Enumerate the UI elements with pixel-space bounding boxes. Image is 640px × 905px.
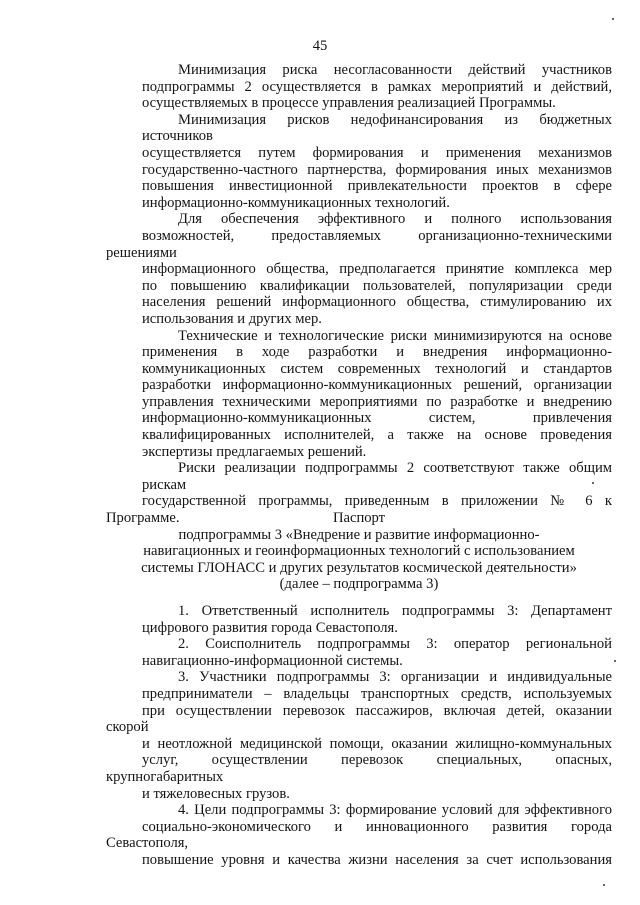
list-item (106, 636, 612, 669)
text-line: и неотложной медицинской помощи, оказании жилищно-коммунальных (142, 735, 612, 752)
text-line: разработки информационно-коммуникационных решений, организации (142, 377, 612, 394)
text-line: 4. Цели подпрограммы 3: формирование условий для эффективного (178, 802, 612, 819)
text-line: государственной программы, приведенным в приложении № 6 к Программе. (106, 493, 612, 527)
text-line: и тяжеловесных грузов. (142, 785, 290, 802)
text-line: Технические и технологические риски минимизируются на основе (178, 327, 612, 344)
text-line: экспертизы предлагаемых решений. (142, 443, 367, 460)
text-line: 1. Ответственный исполнитель подпрограммы 3: Департамент (178, 602, 612, 619)
text-line: услуг, осуществлении перевозок специальных, опасных, крупногабаритных (106, 752, 612, 785)
scan-speck (603, 884, 605, 886)
heading-line: подпрограммы 3 «Внедрение и развитие информационно- (178, 526, 540, 543)
text-line: населения решений информационного общества, стимулированию их (142, 294, 612, 311)
body-text (106, 62, 612, 527)
text-line: осуществляется путем формирования и применения механизмов (142, 144, 612, 161)
list-item (106, 802, 612, 868)
scan-speck (614, 660, 616, 662)
scan-speck (592, 482, 594, 484)
passport-subtitle (106, 527, 612, 593)
paragraph (106, 62, 612, 112)
scan-speck (612, 18, 614, 20)
text-line: государственно-частного партнерства, формирования иных механизмов (142, 161, 612, 178)
heading-line: (далее – подпрограмма 3) (279, 576, 439, 593)
text-line: применения в ходе разработки и внедрения информационно- (142, 344, 612, 361)
page-number: 45 (312, 38, 328, 54)
text-line: цифрового развития города Севастополя. (142, 619, 398, 636)
text-line: Риски реализации подпрограммы 2 соответствуют также общим рискам (142, 460, 612, 493)
heading-line: системы ГЛОНАСС и других результатов космической деятельности» (141, 559, 577, 576)
text-line: квалифицированных исполнителей, а также на основе проведения (142, 427, 612, 444)
text-line: предприниматели – владельцы транспортных средств, используемых (142, 685, 612, 702)
text-line: возможностей, предоставляемых организационно-техническими решениями (106, 227, 612, 261)
passport-title (106, 510, 612, 527)
paragraph (106, 328, 612, 461)
text-line: 2. Соисполнитель подпрограммы 3: оператор региональной (178, 636, 612, 653)
paragraph (106, 211, 612, 327)
list-item (106, 669, 612, 802)
passport-section (106, 510, 612, 868)
text-line: Минимизация риска несогласованности действий участников (178, 62, 612, 78)
text-line: Минимизация рисков недофинансирования из бюджетных источников (142, 111, 612, 145)
text-line: информационно-коммуникационных систем, привлечения (142, 410, 612, 427)
text-line: повышения инвестиционной привлекательности проектов в сфере (142, 178, 612, 195)
paragraph (106, 112, 612, 212)
heading-line: Паспорт (332, 510, 386, 526)
text-line: при осуществлении перевозок пассажиров, включая детей, оказании скорой (106, 702, 612, 736)
list-item (106, 603, 612, 636)
text-line: подпрограммы 2 осуществляется в рамках мероприятий и действий, (142, 78, 612, 95)
heading-line: навигационных и геоинформационных технологий с использованием (143, 543, 575, 560)
text-line: по повышению квалификации пользователей, популяризации среди (142, 277, 612, 294)
text-line: информационно-коммуникационных технологий. (142, 194, 450, 211)
text-line: управления техническими мероприятиями по разработке и внедрению (142, 393, 612, 410)
text-line: коммуникационных систем современных технологий и стандартов (142, 360, 612, 377)
text-line: осуществляемых в процессе управления реализацией Программы. (142, 95, 556, 112)
text-line: социально-экономического и инновационного развития города Севастополя, (106, 818, 612, 852)
text-line: информационного общества, предполагается принятие комплекса мер (142, 261, 612, 278)
text-line: использования и других мер. (142, 310, 322, 327)
text-line: 3. Участники подпрограммы 3: организации и индивидуальные (178, 669, 612, 686)
text-line: навигационно-информационной системы. (142, 652, 403, 669)
spacer (106, 593, 612, 603)
text-line: Для обеспечения эффективного и полного использования (178, 211, 612, 228)
text-line: повышение уровня и качества жизни населения за счет использования (142, 851, 612, 868)
